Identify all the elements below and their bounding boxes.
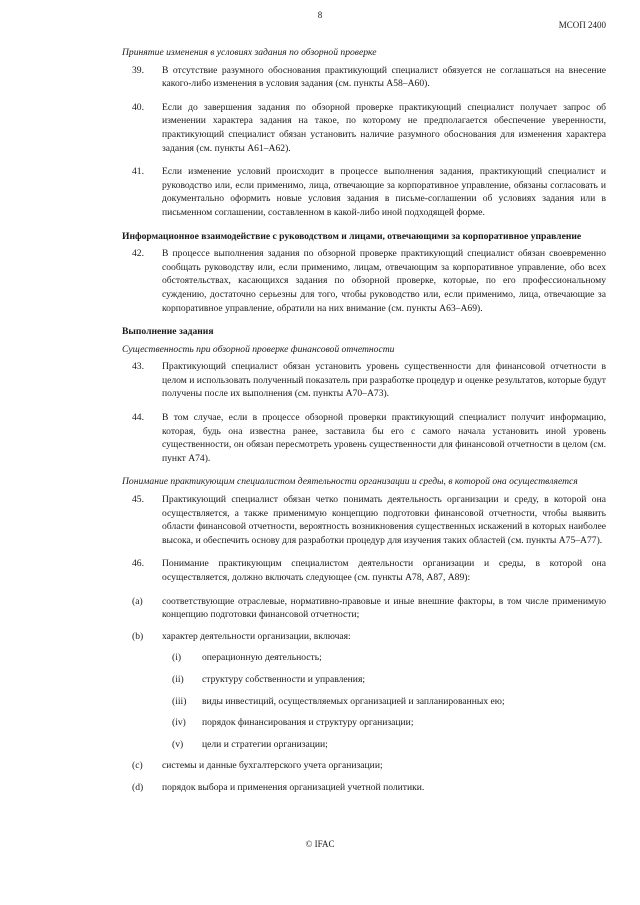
list-item-b-iii <box>122 695 606 709</box>
copyright-footer: © IFAC <box>305 839 335 849</box>
paragraph-43 <box>122 360 606 401</box>
paragraph-39 <box>122 64 606 91</box>
list-label: (i) <box>172 652 182 664</box>
list-text: порядок финансирования и структуру организации; <box>202 717 414 729</box>
list-label: (a) <box>132 595 143 607</box>
section-heading-understanding-entity: Понимание практикующим специалистом деятельности организации и среды, в которой она осуществляется <box>122 476 578 488</box>
list-item-d <box>122 781 606 795</box>
paragraph-41 <box>122 165 606 219</box>
list-item-b <box>122 630 606 644</box>
list-label: (iv) <box>172 717 186 729</box>
section-heading-performing-engagement: Выполнение задания <box>122 326 214 338</box>
list-label: (iii) <box>172 695 187 707</box>
paragraph-46 <box>122 557 606 584</box>
paragraph-text: Практикующий специалист обязан установить уровень существенности для финансовой отчетности в целом и использовать полученный показатель при разработке процедур и оценке результатов, которые будут получены после их выполнения (см. пункты А70–А73). <box>162 361 606 400</box>
list-text: соответствующие отраслевые, нормативно-правовые и иные внешние факторы, в том числе применимую концепцию подготовки финансовой отчетности; <box>162 595 606 621</box>
list-text: цели и стратегии организации; <box>202 738 328 750</box>
list-text: порядок выбора и применения организацией учетной политики. <box>162 781 425 793</box>
list-label: (d) <box>132 781 144 793</box>
paragraph-text: Если до завершения задания по обзорной проверке практикующий специалист получает запрос об изменении характера задания на такое, по которому не предполагается обеспечение уверенности, практикующий специалист обязан установить наличие разумного обоснования для изменения характера задания (см. пункты А61–А62). <box>162 101 606 154</box>
paragraph-number: 45. <box>132 494 144 506</box>
page-content <box>122 46 606 803</box>
paragraph-text: В процессе выполнения задания по обзорной проверке практикующий специалист обязан своевременно сообщать руководству или, если применимо, лицам, отвечающим за корпоративное управление, обо всех обстоятельствах, касающихся задания по обзорной проверке, которые, по его профессиональному суждению, достаточно серьезны для того, чтобы руководство или, если применимо, лица, отвечающие за корпоративное управление, обратили на них внимание (см. пункты А63–А69). <box>162 248 606 314</box>
list-item-b-v <box>122 738 606 752</box>
paragraph-text: Понимание практикующим специалистом деятельности организации и среды, в которой она осуществляется, должно включать следующее (см. пункты А78, А87, А89): <box>162 558 606 583</box>
paragraph-number: 43. <box>132 361 144 373</box>
list-text: операционную деятельность; <box>202 652 322 664</box>
list-label: (v) <box>172 738 184 750</box>
paragraph-40 <box>122 101 606 155</box>
paragraph-text: В том случае, если в процессе обзорной проверки практикующий специалист получит информацию, которая, будь она известна ранее, заставила бы его с самого начала установить иной уровень существенности, он обязан пересмотреть уровень существенности для финансовой отчетности в целом (см. пункт А74). <box>162 412 606 464</box>
subsection-heading-materiality: Существенность при обзорной проверке финансовой отчетности <box>122 343 395 355</box>
paragraph-number: 40. <box>132 101 144 113</box>
paragraph-44 <box>122 411 606 465</box>
paragraph-number: 46. <box>132 558 144 570</box>
list-text: структуру собственности и управления; <box>202 673 366 685</box>
list-item-b-i <box>122 651 606 665</box>
list-item-c <box>122 759 606 773</box>
list-label: (b) <box>132 630 144 642</box>
paragraph-text: В отсутствие разумного обоснования практикующий специалист обязуется не соглашаться на внесение какого-либо изменения в условия задания (см. пункты А58–А60). <box>162 64 606 90</box>
paragraph-text: Практикующий специалист обязан четко понимать деятельность организации и среду, в которой она осуществляется, а также применимую концепцию подготовки финансовой отчетности, чтобы выявить области финансовой отчетности, вероятность возникновения существенных искажений в которых наиболее высока, и обеспечить основу для разработки процедур для изучения таких областей (см. пункты А75–А77). <box>162 494 606 546</box>
paragraph-42 <box>122 247 606 315</box>
list-text: системы и данные бухгалтерского учета организации; <box>162 760 383 772</box>
list-text: виды инвестиций, осуществляемых организацией и запланированных ею; <box>202 695 505 707</box>
list-label: (ii) <box>172 673 184 685</box>
section-heading-accepting-changes: Принятие изменения в условиях задания по обзорной проверке <box>122 47 377 58</box>
list-text: характер деятельности организации, включая: <box>162 630 351 642</box>
page-number: 8 <box>317 10 323 20</box>
list-item-b-iv <box>122 716 606 730</box>
document-code: МСОП 2400 <box>558 20 606 30</box>
list-label: (c) <box>132 760 143 772</box>
paragraph-text: Если изменение условий происходит в процессе выполнения задания, практикующий специалист и руководство или, если применимо, лица, отвечающие за корпоративное управление, обязаны согласовать и документально оформить новые условия задания в письме-соглашении об условиях задания или в письменном соглашении, составленном в какой-либо иной подходящей форме. <box>162 166 606 218</box>
paragraph-number: 41. <box>132 166 144 178</box>
paragraph-45 <box>122 493 606 547</box>
list-item-b-ii <box>122 673 606 687</box>
paragraph-number: 42. <box>132 248 144 260</box>
paragraph-number: 39. <box>132 64 144 76</box>
list-item-a <box>122 595 606 622</box>
section-heading-communication: Информационное взаимодействие с руководством и лицами, отвечающими за корпоративное управление <box>122 230 582 242</box>
paragraph-number: 44. <box>132 412 144 424</box>
